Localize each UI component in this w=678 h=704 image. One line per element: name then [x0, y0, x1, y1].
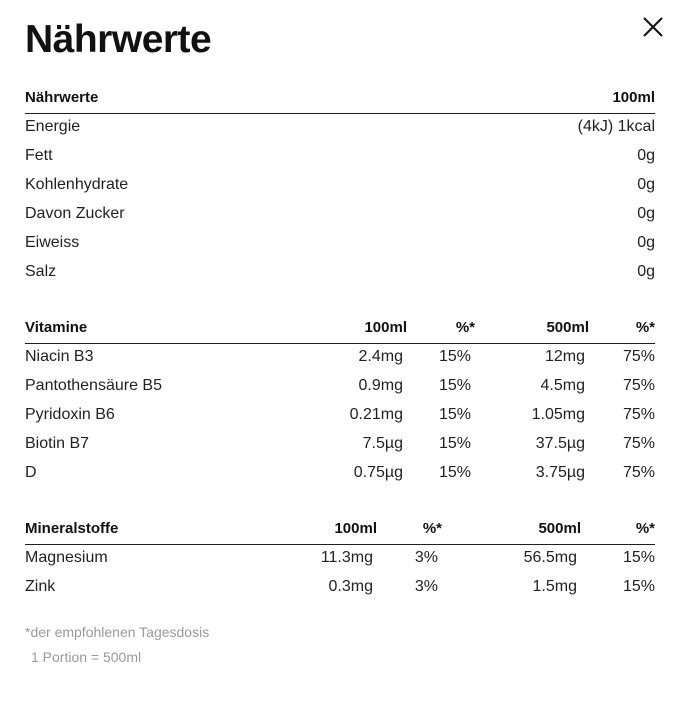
- table-row: [25, 545, 655, 574]
- row-value: 0g: [637, 234, 655, 251]
- row-percent-500ml: 75%: [622, 435, 655, 452]
- close-icon: [640, 14, 666, 40]
- table-header: [25, 82, 655, 114]
- header-col-percent: %*: [635, 520, 655, 537]
- row-value-100ml: 0.9mg: [358, 377, 403, 394]
- mineralstoffe-table: [25, 513, 655, 603]
- row-percent-100ml: 15%: [438, 377, 471, 394]
- table-row: [25, 344, 655, 373]
- row-percent-500ml: 75%: [622, 377, 655, 394]
- row-label: Pyridoxin B6: [25, 406, 115, 423]
- row-percent-100ml: 3%: [414, 578, 438, 595]
- row-value-100ml: 0.3mg: [328, 578, 373, 595]
- table-row: [25, 402, 655, 431]
- row-label: Fett: [25, 147, 53, 164]
- row-value-500ml: 4.5mg: [540, 377, 585, 394]
- row-value-500ml: 1.05mg: [531, 406, 585, 423]
- header-label: Mineralstoffe: [25, 520, 119, 537]
- footnote-portion: 1 Portion = 500ml: [31, 649, 142, 665]
- header-col-percent: %*: [455, 319, 475, 336]
- row-percent-500ml: 75%: [622, 464, 655, 481]
- header-col-500ml: 500ml: [538, 520, 581, 537]
- table-row: [25, 373, 655, 402]
- row-label: Magnesium: [25, 549, 108, 566]
- table-row: [25, 114, 655, 143]
- row-value-100ml: 2.4mg: [358, 348, 403, 365]
- table-header: [25, 513, 655, 545]
- row-label: Niacin B3: [25, 348, 94, 365]
- row-label: Davon Zucker: [25, 205, 125, 222]
- row-value-100ml: 0.21mg: [349, 406, 403, 423]
- row-percent-100ml: 15%: [438, 435, 471, 452]
- row-value-500ml: 37.5µg: [535, 435, 585, 452]
- page-title: Nährwerte: [25, 18, 212, 61]
- row-label: Pantothensäure B5: [25, 377, 162, 394]
- row-label: Kohlenhydrate: [25, 176, 129, 193]
- row-percent-500ml: 15%: [622, 549, 655, 566]
- row-value: 0g: [637, 263, 655, 280]
- header-col-100ml: 100ml: [364, 319, 407, 336]
- row-value-100ml: 7.5µg: [362, 435, 403, 452]
- row-label: Salz: [25, 263, 57, 280]
- row-value-100ml: 11.3mg: [320, 549, 373, 566]
- row-value: (4kJ) 1kcal: [577, 118, 655, 135]
- row-value-500ml: 12mg: [544, 348, 585, 365]
- row-percent-100ml: 3%: [414, 549, 438, 566]
- table-row: [25, 201, 655, 230]
- row-label: Zink: [25, 578, 56, 595]
- row-percent-500ml: 75%: [622, 406, 655, 423]
- header-label: Nährwerte: [25, 89, 99, 106]
- row-value-100ml: 0.75µg: [353, 464, 403, 481]
- table-row: [25, 172, 655, 201]
- table-row: [25, 431, 655, 460]
- footnote-tagesdosis: *der empfohlenen Tagesdosis: [25, 624, 210, 640]
- header-label: Vitamine: [25, 319, 88, 336]
- header-col-100ml: 100ml: [334, 520, 377, 537]
- row-percent-500ml: 75%: [622, 348, 655, 365]
- row-value-500ml: 56.5mg: [523, 549, 577, 566]
- table-row: [25, 230, 655, 259]
- row-percent-100ml: 15%: [438, 464, 471, 481]
- row-value-500ml: 3.75µg: [535, 464, 585, 481]
- row-label: Eiweiss: [25, 234, 80, 251]
- row-value: 0g: [637, 205, 655, 222]
- header-col-100ml: 100ml: [612, 89, 655, 106]
- header-col-percent: %*: [635, 319, 655, 336]
- row-value: 0g: [637, 176, 655, 193]
- table-row: [25, 460, 655, 489]
- row-percent-100ml: 15%: [438, 348, 471, 365]
- naehrwerte-table: [25, 82, 655, 288]
- header-col-percent: %*: [422, 520, 442, 537]
- row-percent-500ml: 15%: [622, 578, 655, 595]
- table-row: [25, 259, 655, 288]
- header-col-500ml: 500ml: [546, 319, 589, 336]
- table-row: [25, 574, 655, 603]
- table-header: [25, 312, 655, 344]
- row-percent-100ml: 15%: [438, 406, 471, 423]
- row-label: Biotin B7: [25, 435, 90, 452]
- vitamine-table: [25, 312, 655, 489]
- row-label: Energie: [25, 118, 81, 135]
- row-value-500ml: 1.5mg: [532, 578, 577, 595]
- row-value: 0g: [637, 147, 655, 164]
- table-row: [25, 143, 655, 172]
- row-label: D: [25, 464, 37, 481]
- close-button[interactable]: [640, 14, 666, 40]
